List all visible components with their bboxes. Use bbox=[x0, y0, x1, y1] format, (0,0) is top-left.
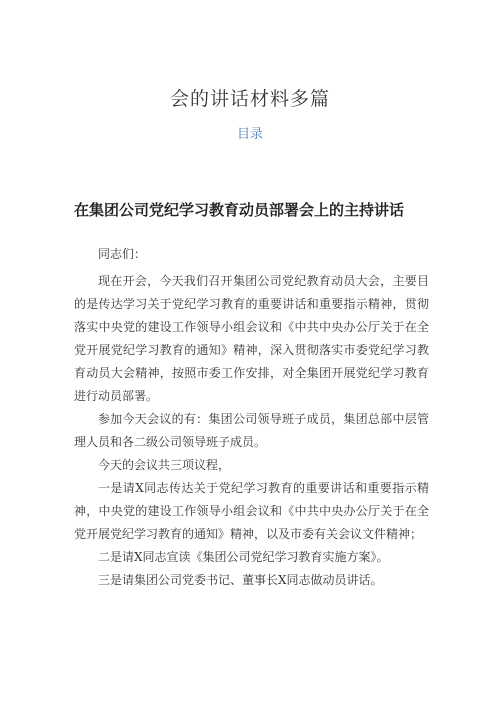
body-paragraph: 参加今天会议的有：集团公司领导班子成员，集团总部中层管理人员和各二级公司领导班子成员。 bbox=[74, 412, 429, 449]
document-title: 会的讲话材料多篇 bbox=[169, 88, 330, 110]
document-body bbox=[74, 243, 429, 592]
body-paragraph: 二是请X同志宣读《集团公司党纪学习教育实施方案》。 bbox=[98, 550, 389, 564]
body-paragraph: 三是请集团公司党委书记、董事长X同志做动员讲话。 bbox=[98, 573, 383, 587]
toc-link[interactable]: 目录 bbox=[236, 127, 263, 142]
section-heading: 在集团公司党纪学习教育动员部署会上的主持讲话 bbox=[74, 201, 405, 219]
body-paragraph: 一是请X同志传达关于党纪学习教育的重要讲话和重要指示精神，中央党的建设工作领导小组会议和《中共中央办公厅关于在全党开展党纪学习教育的通知》精神，以及市委有关会议文件精神； bbox=[74, 481, 429, 541]
body-paragraph: 现在开会，今天我们召开集团公司党纪教育动员大会，主要目的是传达学习关于党纪学习教育的重要讲话和重要指示精神，贯彻落实中央党的建设工作领导小组会议和《中共中央办公厅关于在全党开展党纪学习教育的通知》精神，深入贯彻落实市委党纪学习教育动员大会精神，按照市委工作安排，对全集团开展党纪学习教育进行动员部署。 bbox=[74, 274, 429, 403]
salutation-paragraph: 同志们： bbox=[98, 247, 147, 261]
body-paragraph: 今天的会议共三项议程， bbox=[98, 458, 231, 472]
